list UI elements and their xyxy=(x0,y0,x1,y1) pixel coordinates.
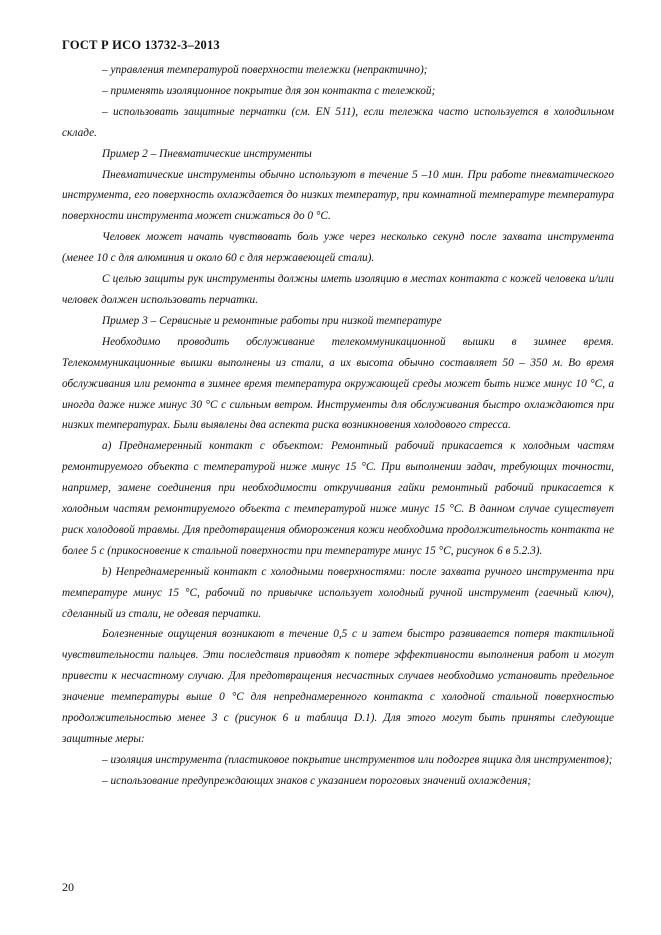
paragraph: С целью защиты рук инструменты должны иметь изоляцию в местах контакта с кожей человека и/или человек должен использовать перчатки. xyxy=(62,273,614,306)
paragraph: a) Преднамеренный контакт с объектом: Ремонтный рабочий прикасается к холодным частям ремонтируемого объекта с температурой ниже минус 15 °С. При выполнении задач, требующих точности, например, замене соединения при необходимости откручивания гайки ремонтный рабочий прикасается к холодным частям ремонтируемого объекта с температурой ниже минус 15 °С. В данном случае существует риск холодовой травмы. Для предотвращения обморожения кожи необходима продолжительность контакта не более 5 с (прикосновение к стальной поверхности при температуре минус 15 °С, рисунок 6 в 5.2.3). xyxy=(62,440,614,557)
paragraph: Человек может начать чувствовать боль уже через несколько секунд после захвата инструмента (менее 10 с для алюминия и около 60 с для нержавеющей стали). xyxy=(62,231,614,265)
document-header: ГОСТ Р ИСО 13732-3–2013 xyxy=(62,38,220,52)
list-item: – изоляция инструмента (пластиковое покрытие инструментов или подогрев ящика для инструментов); xyxy=(102,753,613,766)
paragraph: Болезненные ощущения возникают в течение 0,5 с и затем быстро развивается потеря тактильной чувствительности пальцев. Эти последствия приводят к потере эффективности выполнения работ и могут привести к несчастному случаю. Для предотвращения несчастных случаев необходимо установить предельное значение температуры выше 0 °С для непреднамеренного контакта с холодной стальной поверхностью продолжительностью менее 3 с (рисунок 6 и таблица D.1). Для этого могут быть приняты следующие защитные меры: xyxy=(62,628,614,745)
page-number: 20 xyxy=(62,880,74,894)
example-heading: Пример 3 – Сервисные и ремонтные работы при низкой температуре xyxy=(102,314,442,327)
list-item: – управления температурой поверхности тележки (непрактично); xyxy=(102,64,428,76)
example-heading: Пример 2 – Пневматические инструменты xyxy=(102,147,312,160)
paragraph: b) Непреднамеренный контакт с холодными поверхностями: после захвата ручного инструмента при температуре минус 15 °С, рабочий по привычке использует холодный ручной инструмент (гаечный ключ), сделанный из стали, не одевая перчатки. xyxy=(62,565,614,620)
list-item: – использование предупреждающих знаков с указанием пороговых значений охлаждения; xyxy=(102,774,532,787)
paragraph: Необходимо проводить обслуживание телекоммуникационной вышки в зимнее время. Телекоммуникационные вышки выполнены из стали, а их высота обычно составляет 50 – 350 м. Во время обслуживания или ремонта в зимнее время температура окружающей среды может быть ниже минус 10 °С, а иногда даже ниже минус 30 °С с сильным ветром. Инструменты для обслуживания быстро охлаждаются при низких температурах. Были выявлены два аспекта риска возникновения холодового стресса. xyxy=(62,335,614,432)
list-item: – применять изоляционное покрытие для зон контакта с тележкой; xyxy=(102,84,436,97)
paragraph: Пневматические инструменты обычно используют в течение 5 –10 мин. При работе пневматического инструмента, его поверхность охлаждается до низких температур, при комнатной температуре температура поверхности инструмента может снижаться до 0 °С. xyxy=(62,168,614,223)
list-item: – использовать защитные перчатки (см. EN 511), если тележка часто используется в холодильном складе. xyxy=(62,105,614,139)
document-body xyxy=(62,60,614,792)
